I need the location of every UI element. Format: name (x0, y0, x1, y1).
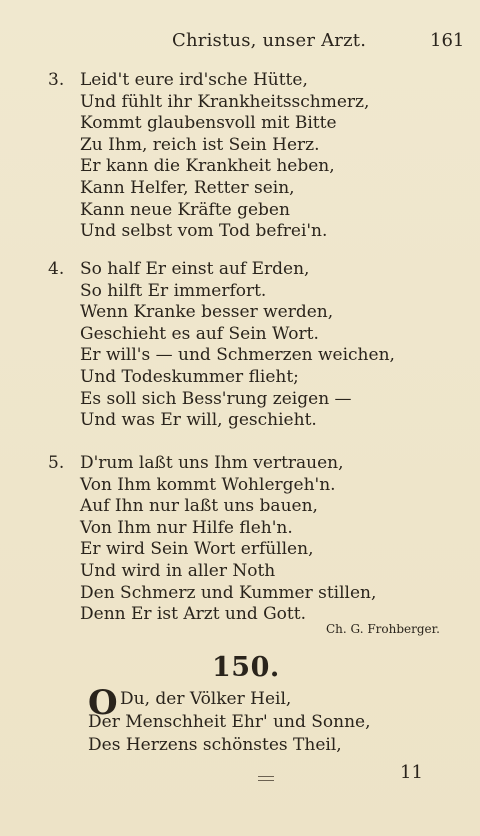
verse-line: Auf Ihn nur laßt uns bauen, (80, 496, 318, 517)
verse-line: Geschieht es auf Sein Wort. (80, 323, 319, 344)
verse-line: Des Herzens schönstes Theil, (88, 735, 342, 755)
hymn-lines (88, 683, 371, 757)
verse-line: Wenn Kranke besser werden, (80, 302, 334, 323)
stanza-lines (80, 259, 470, 432)
verse-line: Kann neue Kräfte geben (80, 199, 290, 220)
drop-cap-initial: O (88, 683, 118, 723)
verse-line: Du, der Völker Heil, (120, 689, 292, 709)
stanza-number: 5. (48, 453, 65, 473)
verse-line: Der Menschheit Ehr' und Sonne, (88, 712, 371, 732)
running-head (0, 28, 480, 52)
stanza-number: 3. (48, 70, 65, 90)
verse-line: Und was Er will, geschieht. (80, 410, 317, 431)
verse-line: Zu Ihm, reich ist Sein Herz. (80, 134, 320, 155)
verse-line: Kann Helfer, Retter sein, (80, 177, 295, 198)
verse-line: D'rum laßt uns Ihm vertrauen, (80, 453, 344, 473)
stanza-number: 4. (48, 259, 65, 279)
verse-line: Von Ihm nur Hilfe fleh'n. (80, 517, 293, 538)
verse-line: So hilft Er immerfort. (80, 280, 267, 301)
verse-line: Er wird Sein Wort erfüllen, (80, 539, 314, 560)
verse-line: Es soll sich Bess'rung zeigen — (80, 388, 352, 409)
verse-line: Leid't eure ird'sche Hütte, (80, 70, 308, 90)
running-title: Christus, unser Arzt. (172, 30, 367, 51)
verse-line: Er kann die Krankheit heben, (80, 156, 335, 177)
verse-line: Und Todeskummer flieht; (80, 366, 299, 387)
verse-line: Denn Er ist Arzt und Gott. (80, 604, 306, 625)
verse-line: So half Er einst auf Erden, (80, 259, 310, 279)
author-attribution: Ch. G. Frohberger. (326, 622, 440, 636)
verse-line: Und wird in aller Noth (80, 560, 276, 581)
verse-line: Und fühlt ihr Krankheitsschmerz, (80, 91, 370, 112)
stanza-lines (80, 453, 470, 626)
verse-line: Von Ihm kommt Wohlergeh'n. (80, 474, 336, 495)
catchword-mark (258, 776, 274, 782)
verse-line: Und selbst vom Tod befrei'n. (80, 221, 328, 242)
stanza-lines (80, 70, 470, 243)
verse-line: Kommt glaubensvoll mit Bitte (80, 113, 337, 134)
verse-line: Den Schmerz und Kummer stillen, (80, 582, 377, 603)
page-number: 161 (430, 30, 465, 51)
verse-line: Er will's — und Schmerzen weichen, (80, 345, 395, 366)
hymn-number: 150. (212, 652, 280, 683)
printer-signature: 11 (400, 762, 423, 783)
